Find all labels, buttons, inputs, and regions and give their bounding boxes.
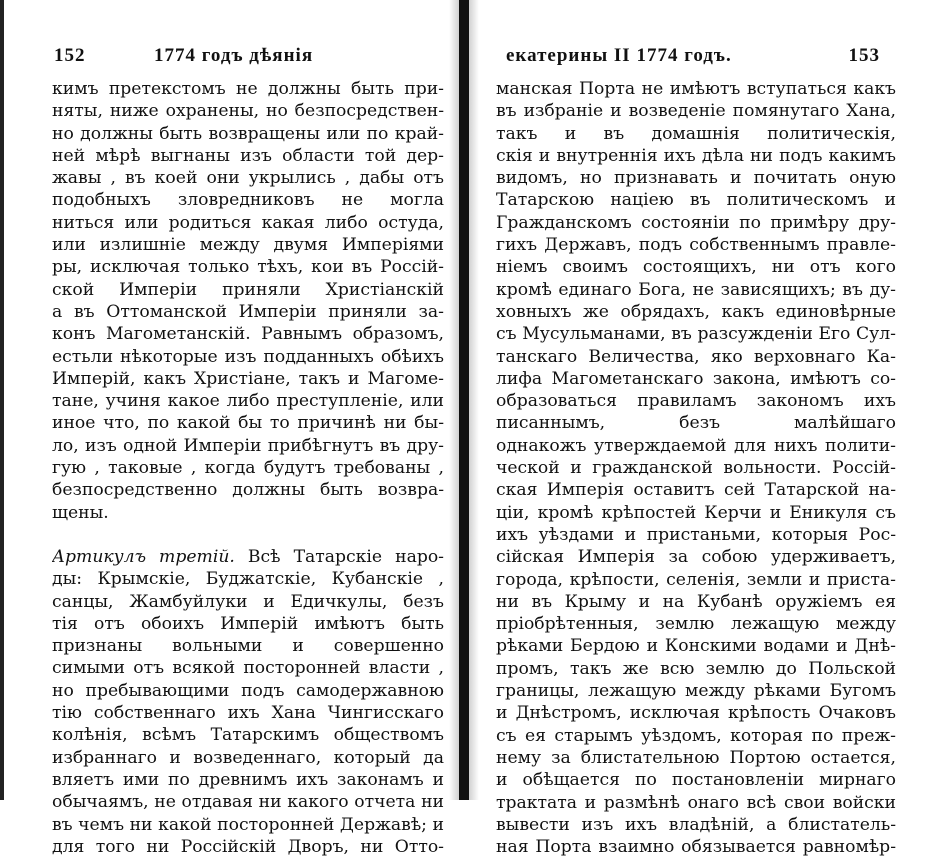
text-line: съ Мусульманами, въ разсужденіи Его Сул- [496,324,896,345]
text-line: однакожъ утверждаемой для нихъ полити- [496,435,896,456]
text-line: тане, учиня какое либо преступленіе, или [52,391,444,412]
text-line: города, крѣпости, селенія, земли и приста- [496,569,896,590]
text-line: ная Порта взаимно обязывается равномѣр- [496,837,896,858]
text-line: ховныхъ же обрядахъ, какъ единовѣрные [496,301,896,322]
right-running-title: екатерины II 1774 годъ. [506,45,732,66]
paragraph-article-3-continued [496,78,896,858]
text-line: конъ Магометанскій. Равнымъ образомъ, [52,324,444,345]
right-page-number: 153 [848,45,880,66]
text-line: тія отъ обоихъ Имперій имѣютъ быть [52,613,444,634]
text-line: Гражданскомъ состояніи по примѣру дру- [496,212,896,233]
text-line: гихъ Державъ, подъ собственнымъ правле- [496,235,896,256]
text-line: ды: Крымскіе, Буджатскіе, Кубанскіе , [52,569,444,590]
left-running-title: 1774 годъ дѣянія [154,45,314,66]
text-line: и обѣщается по постановленіи мирнаго [496,770,896,791]
text-line: ская Имперія оставитъ сей Татарской на- [496,480,896,501]
left-page-number: 152 [54,45,86,66]
text-line: рѣками Бердою и Конскими водами и Днѣ- [496,636,896,657]
text-line: естьли нѣкоторые изъ подданныхъ обѣихъ [52,346,444,367]
right-running-head [496,44,896,68]
text-line: кимъ претекстомъ не должны быть при- [52,79,444,99]
text-line: санцы, Жамбуйлуки и Едичкулы, безъ [52,591,444,612]
text-line: ской Имперіи приняли Христіанскій [52,279,444,300]
text-line: трактата и размѣнѣ онаго всѣ свои войски [496,792,896,813]
text-line: образоваться правиламъ закономъ ихъ [496,391,896,412]
text-line: обычаямъ, не отдавая ни какого отчета ни [52,792,444,813]
text-line: нему за блистательною Портою остается, [496,747,896,768]
text-line: ло, изъ одной Имперіи прибѣгнутъ въ дру- [52,435,444,456]
left-page [48,0,452,857]
text-line: или излишніе между двумя Имперіями [52,235,444,256]
text-line: подобныхъ зловредниковъ не могла [52,190,444,211]
text-line: и Днѣстромъ, исключая крѣпость Очаковъ [496,703,896,724]
text-line: видомъ, но признавать и почитать оную [496,168,896,189]
text-line: признаны вольными и совершенно [52,636,444,657]
gutter-shadow-right [469,0,479,800]
page-edge [0,0,4,800]
text-line: ціи, кромѣ крѣпостей Керчи и Еникуля съ [496,502,896,523]
text-line: ниться или родиться какая либо остуда, [52,212,444,233]
article-3-first-line [52,546,444,568]
text-line: ней мѣрѣ выгнаны изъ области той дер- [52,145,444,166]
book-gutter [459,0,469,800]
text-line: Татарскою націею въ политическомъ и [496,190,896,211]
text-line: симыми отъ всякой посторонней власти , [52,658,444,679]
text-line: скія и внутреннія ихъ дѣла ни подъ какимъ [496,145,896,166]
text-line: щены. [52,502,109,523]
text-line: танскаго Величества, яко верховнаго Ка- [496,346,896,367]
text-line: писаннымъ, безъ малѣйшаго [496,413,896,434]
text-line: жавы , въ коей они укрылись , дабы отъ [52,168,444,189]
text-line: съ ея старымъ уѣздомъ, которая по преж- [496,725,896,746]
text-line: ихъ уѣздами и пристаньми, которыя Рос- [496,524,896,545]
text-line: сійская Имперія за собою удерживаетъ, [496,547,896,568]
text-line: въ избраніе и возведеніе помянутаго Хана, [496,101,896,122]
text-line: ческой и гражданской вольности. Россій- [496,458,896,479]
right-page [496,0,896,858]
paragraph-article-3 [52,568,444,858]
text-line: иное что, по какой бы то причинѣ ни бы- [52,413,444,434]
text-line: въ чемъ ни какой посторонней Державѣ; и [52,814,444,835]
text-line: такъ и въ домашнія политическія, [496,123,896,144]
text-line: вляетъ ими по древнимъ ихъ законамъ и [52,769,444,790]
article-first-line-text: Всѣ Татарскіе наро- [234,546,444,567]
text-line: тію собственнаго ихъ Хана Чингисскаго [52,703,444,724]
text-line: кромѣ единаго Бога, не зависящихъ; въ ду- [496,279,896,300]
text-line: ніемъ своимъ состоящихъ, ни отъ кого [496,257,896,278]
text-line: Имперій, какъ Христіане, такъ и Магоме- [52,368,444,389]
right-page-body [496,78,896,858]
text-line: границы, лежащую между рѣками Бугомъ [496,681,896,702]
text-line: промъ, такъ же всю землю до Польской [496,658,896,679]
text-line: для того ни Россійскій Дворъ, ни Отто- [52,836,444,857]
text-line: пріобрѣтенныя, землю лежащую между [496,614,896,635]
text-line: манская Порта не имѣютъ вступаться какъ [496,79,896,99]
left-page-body [52,78,444,858]
text-line: но должны быть возвращены или по край- [52,123,444,144]
text-line: няты, ниже охранены, но безпосредствен- [52,101,444,122]
text-line: вывести изъ ихъ владѣній, а блистатель- [496,814,896,835]
article-heading: Артикулъ третій. [52,546,235,567]
text-line: а въ Оттоманской Имперіи приняли за- [52,301,444,322]
text-line: ры, исключая только тѣхъ, кои въ Россій- [52,257,444,278]
left-running-head [48,44,452,68]
text-line: лифа Магометанскаго закона, имѣютъ со- [496,368,896,389]
text-line: избраннаго и возведеннаго, который да [52,747,444,768]
text-line: ни въ Крыму и на Кубанѣ оружіемъ ея [496,591,896,612]
text-line: безпосредственно должны быть возвра- [52,480,444,501]
text-line: гую , таковые , когда будутъ требованы , [52,458,444,479]
text-line: но пребывающими подъ самодержавною [52,680,444,701]
text-line: колѣнія, всѣмъ Татарскимъ обществомъ [52,725,444,746]
paragraph-article-2-end [52,78,444,524]
